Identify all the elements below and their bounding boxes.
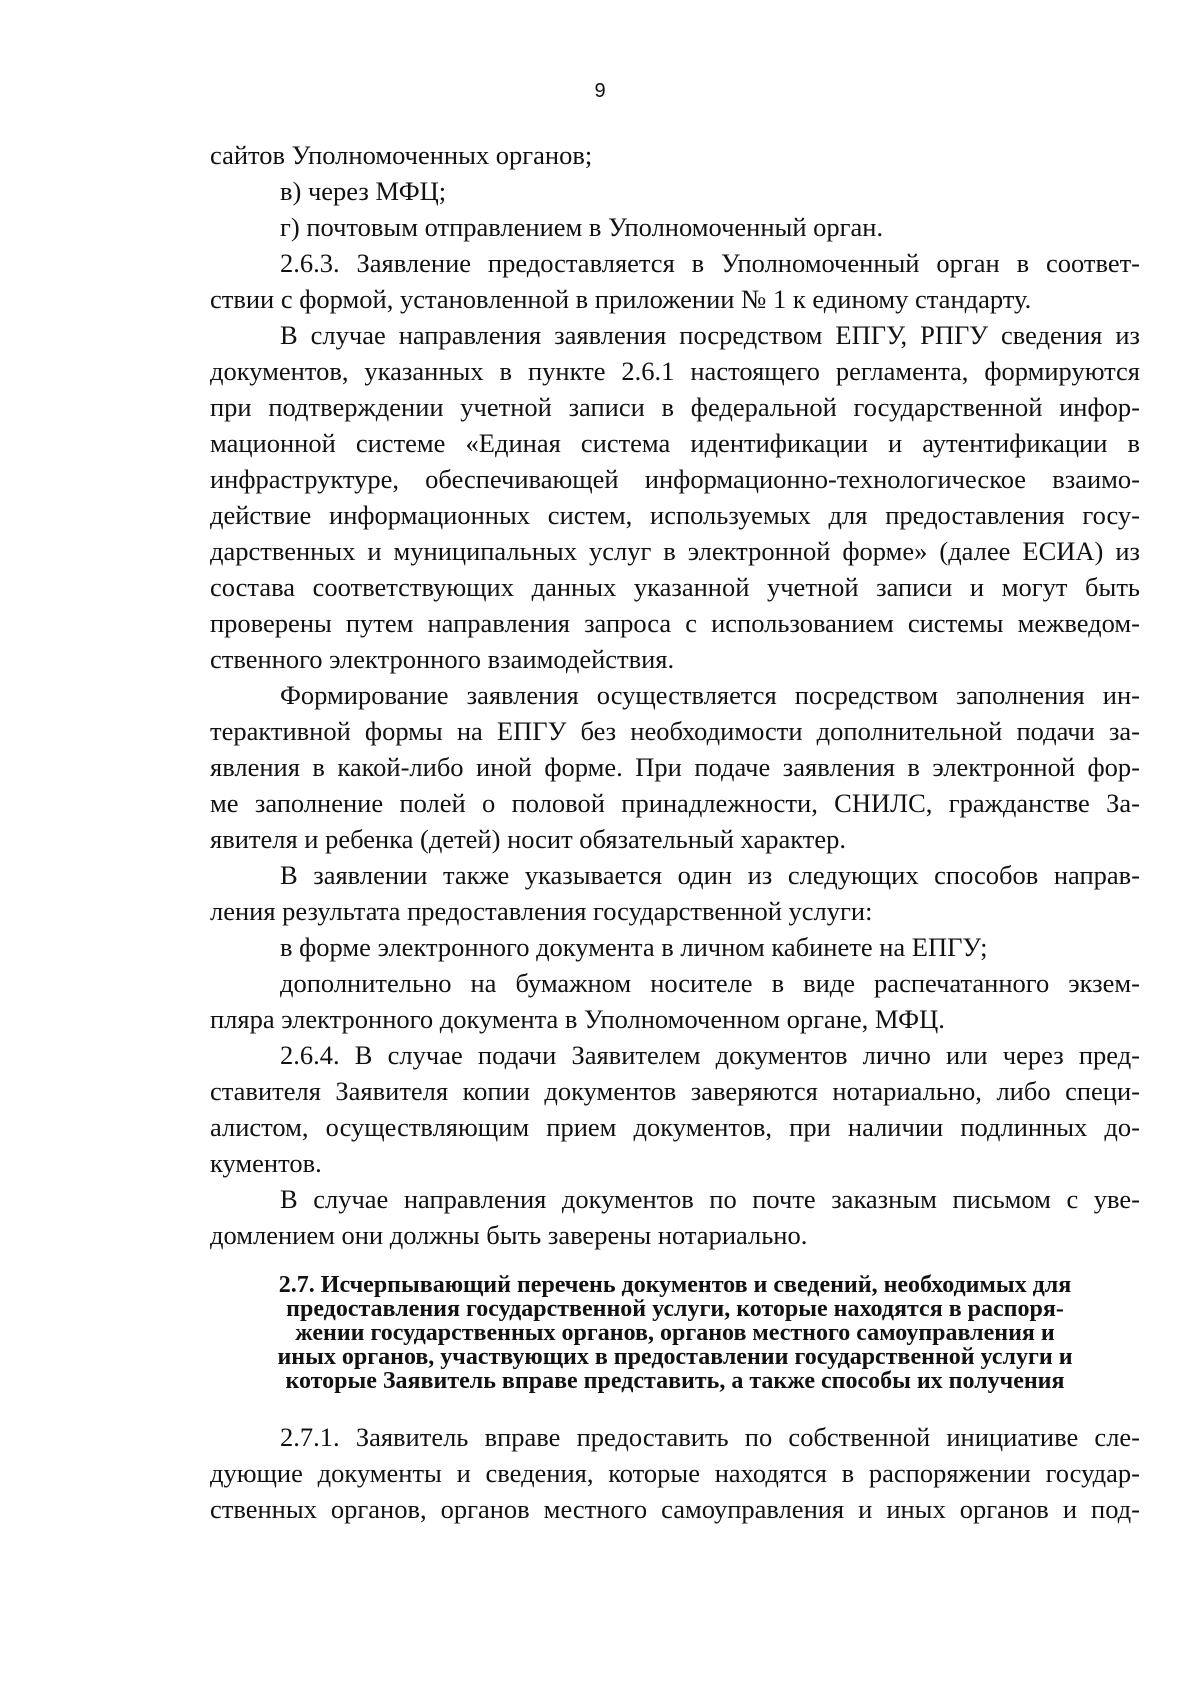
text-line: ственных органов, органов местного самоуправления и иных органов и под- [210,1494,1140,1524]
text-line: явления в какой-либо иной форме. При подаче заявления в электронной фор- [210,752,1140,782]
text-line: в) через МФЦ; [280,176,447,206]
document-body [210,137,1140,1527]
text-line: пляра электронного документа в Уполномоченном органе, МФЦ. [210,1004,945,1034]
text-line: в форме электронного документа в личном кабинете на ЕПГУ; [280,932,988,962]
text-line: дарственных и муниципальных услуг в электронной форме» (далее ЕСИА) из [210,536,1140,566]
section-heading [210,1273,1140,1393]
text-line: 2.6.4. В случае подачи Заявителем документов лично или через пред- [280,1040,1140,1070]
text-line: инфраструктуре, обеспечивающей информационно-технологическое взаимо- [210,464,1140,494]
heading-line: которые Заявитель вправе представить, а также способы их получения [285,1368,1065,1394]
text-line: домлением они должны быть заверены нотариально. [210,1220,808,1250]
text-line: 2.6.3. Заявление предоставляется в Уполномоченный орган в соответ- [280,248,1140,278]
text-line: терактивной формы на ЕПГУ без необходимости дополнительной подачи за- [210,716,1140,746]
text-line: В случае направления документов по почте заказным письмом с уве- [280,1184,1140,1214]
text-line: В заявлении также указывается один из следующих способов направ- [280,860,1140,890]
text-line: кументов. [210,1148,322,1178]
text-line: документов, указанных в пункте 2.6.1 настоящего регламента, формируются [210,356,1140,386]
text-line: состава соответствующих данных указанной учетной записи и могут быть [210,572,1140,602]
text-line: ствии с формой, установленной в приложении № 1 к единому стандарту. [210,284,1032,314]
text-line: 2.7.1. Заявитель вправе предоставить по собственной инициативе сле- [280,1422,1140,1452]
text-line: дующие документы и сведения, которые находятся в распоряжении государ- [210,1458,1140,1488]
text-line: действие информационных систем, используемых для предоставления госу- [210,500,1140,530]
text-line: явителя и ребенка (детей) носит обязательный характер. [210,824,846,854]
text-line: алистом, осуществляющим прием документов, при наличии подлинных до- [210,1112,1140,1142]
text-line: при подтверждении учетной записи в федеральной государственной инфор- [210,392,1140,422]
text-line: ственного электронного взаимодействия. [210,644,675,674]
text-line: мационной системе «Единая система идентификации и аутентификации в [210,428,1140,458]
text-line: дополнительно на бумажном носителе в виде распечатанного экзем- [280,968,1140,998]
text-line: ме заполнение полей о половой принадлежности, СНИЛС, гражданстве За- [210,788,1140,818]
text-line: В случае направления заявления посредством ЕПГУ, РПГУ сведения из [280,320,1140,350]
text-line: ления результата предоставления государственной услуги: [210,896,873,926]
text-line: ставителя Заявителя копии документов заверяются нотариально, либо специ- [210,1076,1140,1106]
page-number: 9 [594,80,606,102]
text-line: г) почтовым отправлением в Уполномоченный орган. [280,212,884,242]
text-line: проверены путем направления запроса с использованием системы межведом- [210,608,1140,638]
text-line: Формирование заявления осуществляется посредством заполнения ин- [280,680,1140,710]
heading-line: иных органов, участвующих в предоставлении государственной услуги и [277,1344,1073,1370]
heading-line: 2.7. Исчерпывающий перечень документов и сведений, необходимых для [278,1272,1072,1298]
heading-line: жении государственных органов, органов местного самоуправления и [295,1320,1055,1346]
text-line: сайтов Уполномоченных органов; [210,140,593,170]
heading-line: предоставления государственной услуги, которые находятся в распоря- [286,1296,1064,1322]
